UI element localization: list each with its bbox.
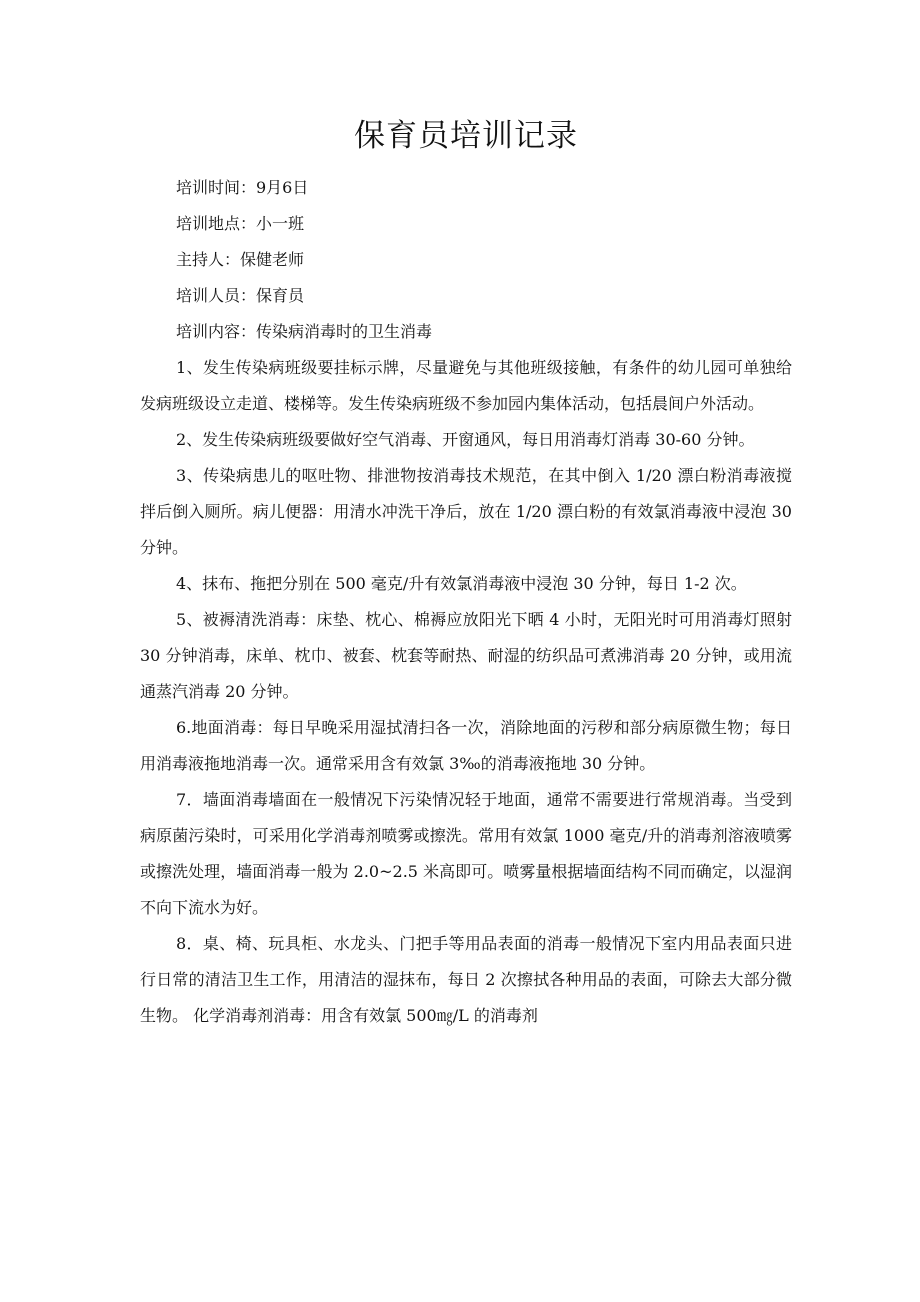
paragraph-3: 3、传染病患儿的呕吐物、排泄物按消毒技术规范，在其中倒入 1/20 漂白粉消毒液搅拌后倒入厕所。病儿便器：用清水冲洗干净后，放在 1/20 漂白粉的有效氯消毒液中浸泡 30 分钟。: [140, 466, 792, 557]
training-time: 培训时间：9月6日: [176, 178, 309, 197]
paragraph-5: 5、被褥清洗消毒：床垫、枕心、棉褥应放阳光下晒 4 小时，无阳光时可用消毒灯照射 30 分钟消毒，床单、枕巾、被套、枕套等耐热、耐湿的纺织品可煮沸消毒 20 分钟，或用流通蒸汽消毒 20 分钟。: [140, 610, 792, 701]
paragraph-4: 4、抹布、拖把分别在 500 毫克/升有效氯消毒液中浸泡 30 分钟，每日 1-2 次。: [176, 574, 747, 593]
page-title: 保育员培训记录: [354, 118, 578, 154]
paragraph-1: 1、发生传染病班级要挂标示牌，尽量避免与其他班级接触，有条件的幼儿园可单独给发病班级设立走道、楼梯等。发生传染病班级不参加园内集体活动，包括晨间户外活动。: [140, 358, 792, 413]
paragraph-2: 2、发生传染病班级要做好空气消毒、开窗通风，每日用消毒灯消毒 30-60 分钟。: [176, 430, 755, 449]
training-host: 主持人：保健老师: [176, 250, 305, 269]
training-place: 培训地点：小一班: [176, 214, 305, 233]
training-content: 培训内容：传染病消毒时的卫生消毒: [176, 322, 433, 341]
training-attendees: 培训人员：保育员: [176, 286, 305, 305]
paragraph-7: 7．墙面消毒墙面在一般情况下污染情况轻于地面，通常不需要进行常规消毒。当受到病原菌污染时，可采用化学消毒剂喷雾或擦洗。常用有效氯 1000 毫克/升的消毒剂溶液喷雾或擦洗处理，墙面消毒一般为 2.0~2.5 米高即可。喷雾量根据墙面结构不同而确定，以湿润不向下流水为好。: [140, 790, 792, 917]
paragraph-6: 6.地面消毒：每日早晚采用湿拭清扫各一次，消除地面的污秽和部分病原微生物；每日用消毒液拖地消毒一次。通常采用含有效氯 3‰的消毒液拖地 30 分钟。: [140, 718, 792, 773]
document-page: [140, 112, 792, 1034]
paragraph-8: 8．桌、椅、玩具柜、水龙头、门把手等用品表面的消毒一般情况下室内用品表面只进行日常的清洁卫生工作，用清洁的湿抹布，每日 2 次擦拭各种用品的表面，可除去大部分微生物。 化学消毒剂消毒：用含有效氯 500㎎/L 的消毒剂: [140, 934, 792, 1025]
